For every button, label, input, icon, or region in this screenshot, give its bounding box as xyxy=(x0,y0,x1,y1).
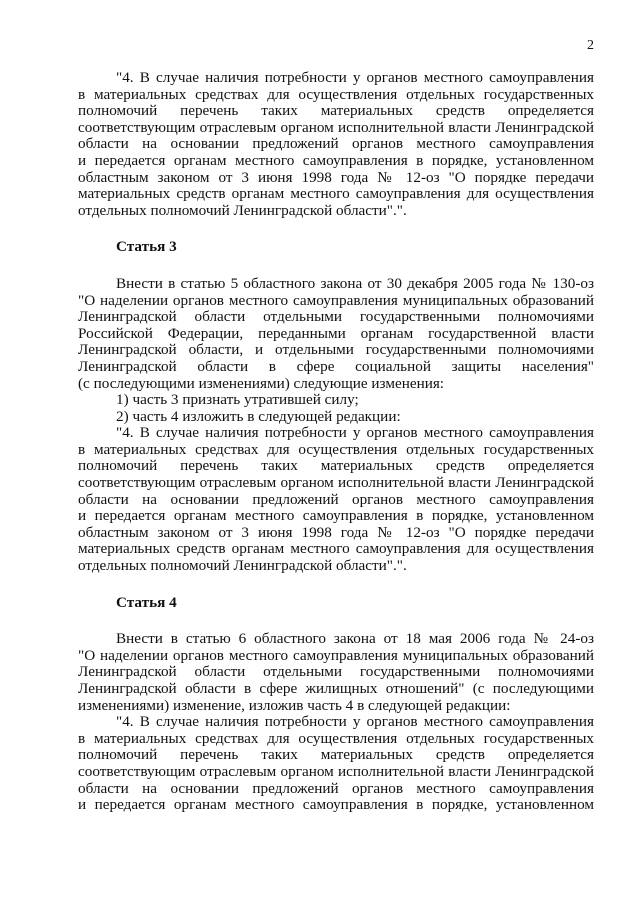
text-line: "О наделении органов местного самоуправления муниципальных образований xyxy=(78,647,594,664)
text-line: изменениями) изменение, изложив часть 4 в следующей редакции: xyxy=(78,697,511,714)
article-4-intro xyxy=(78,631,594,714)
text-line: Ленинградской области, и отдельными государственными полномочиями xyxy=(78,342,594,359)
paragraph-block1 xyxy=(78,70,594,219)
text-line: области на основании предложений органов местного самоуправления xyxy=(78,136,594,153)
page-number: 2 xyxy=(587,38,594,53)
text-line: соответствующим отраслевым органом исполнительной власти Ленинградской xyxy=(78,763,594,780)
text-line: области на основании предложений органов местного самоуправления xyxy=(78,491,594,508)
text-line: Ленинградской области отдельными государственными полномочиями xyxy=(78,664,594,681)
text-line: отдельных полномочий Ленинградской области".". xyxy=(78,202,407,219)
article-3-item-2: 2) часть 4 изложить в следующей редакции: xyxy=(116,408,401,425)
text-line: Внести в статью 5 областного закона от 30 декабря 2005 года № 130-оз xyxy=(116,275,594,292)
text-line: отдельных полномочий Ленинградской области".". xyxy=(78,558,407,575)
text-line: и передается органам местного самоуправления в порядке, установленном xyxy=(78,508,594,525)
text-line: Ленинградской области отдельными государственными полномочиями xyxy=(78,309,594,326)
text-line: областным законом от 3 июня 1998 года № 12-оз "О порядке передачи xyxy=(78,524,594,541)
text-line: областным законом от 3 июня 1998 года № 12-оз "О порядке передачи xyxy=(78,169,594,186)
text-line: Ленинградской области в сфере жилищных отношений" (с последующими xyxy=(78,681,594,697)
text-line: Российской Федерации, переданными органам государственной власти xyxy=(78,325,594,342)
text-line: в материальных средствах для осуществления отдельных государственных xyxy=(78,86,594,103)
article-3-intro xyxy=(78,276,594,392)
text-line: материальных средств органам местного самоуправления для осуществления xyxy=(78,186,594,203)
text-line: области на основании предложений органов местного самоуправления xyxy=(78,780,594,797)
text-line: и передается органам местного самоуправления в порядке, установленном xyxy=(78,797,594,814)
text-line: (с последующими изменениями) следующие изменения: xyxy=(78,375,445,392)
text-line: соответствующим отраслевым органом исполнительной власти Ленинградской xyxy=(78,475,594,492)
text-line: Ленинградской области в сфере социальной защиты населения" xyxy=(78,358,594,375)
text-line: "О наделении органов местного самоуправления муниципальных образований xyxy=(78,292,594,309)
text-line: в материальных средствах для осуществления отдельных государственных xyxy=(78,441,594,458)
article-3-item-1: 1) часть 3 признать утратившей силу; xyxy=(116,392,359,409)
text-line: полномочий перечень таких материальных средств определяется xyxy=(78,458,594,475)
text-line: и передается органам местного самоуправления в порядке, установленном xyxy=(78,152,594,169)
text-line: Внести в статью 6 областного закона от 18 мая 2006 года № 24-оз xyxy=(116,631,594,648)
text-line: полномочий перечень таких материальных средств определяется xyxy=(78,103,594,120)
text-line: полномочий перечень таких материальных средств определяется xyxy=(78,747,594,764)
text-line: "4. В случае наличия потребности у органов местного самоуправления xyxy=(116,425,594,442)
article-4-heading: Статья 4 xyxy=(116,593,177,611)
text-line: "4. В случае наличия потребности у органов местного самоуправления xyxy=(116,714,594,731)
article-4-quote xyxy=(78,714,594,814)
article-3-heading: Статья 3 xyxy=(116,238,177,256)
text-line: соответствующим отраслевым органом исполнительной власти Ленинградской xyxy=(78,119,594,136)
article-3-quote xyxy=(78,425,594,574)
text-line: в материальных средствах для осуществления отдельных государственных xyxy=(78,730,594,747)
text-line: "4. В случае наличия потребности у органов местного самоуправления xyxy=(116,70,594,86)
text-line: материальных средств органам местного самоуправления для осуществления xyxy=(78,541,594,558)
document-body xyxy=(78,70,594,814)
